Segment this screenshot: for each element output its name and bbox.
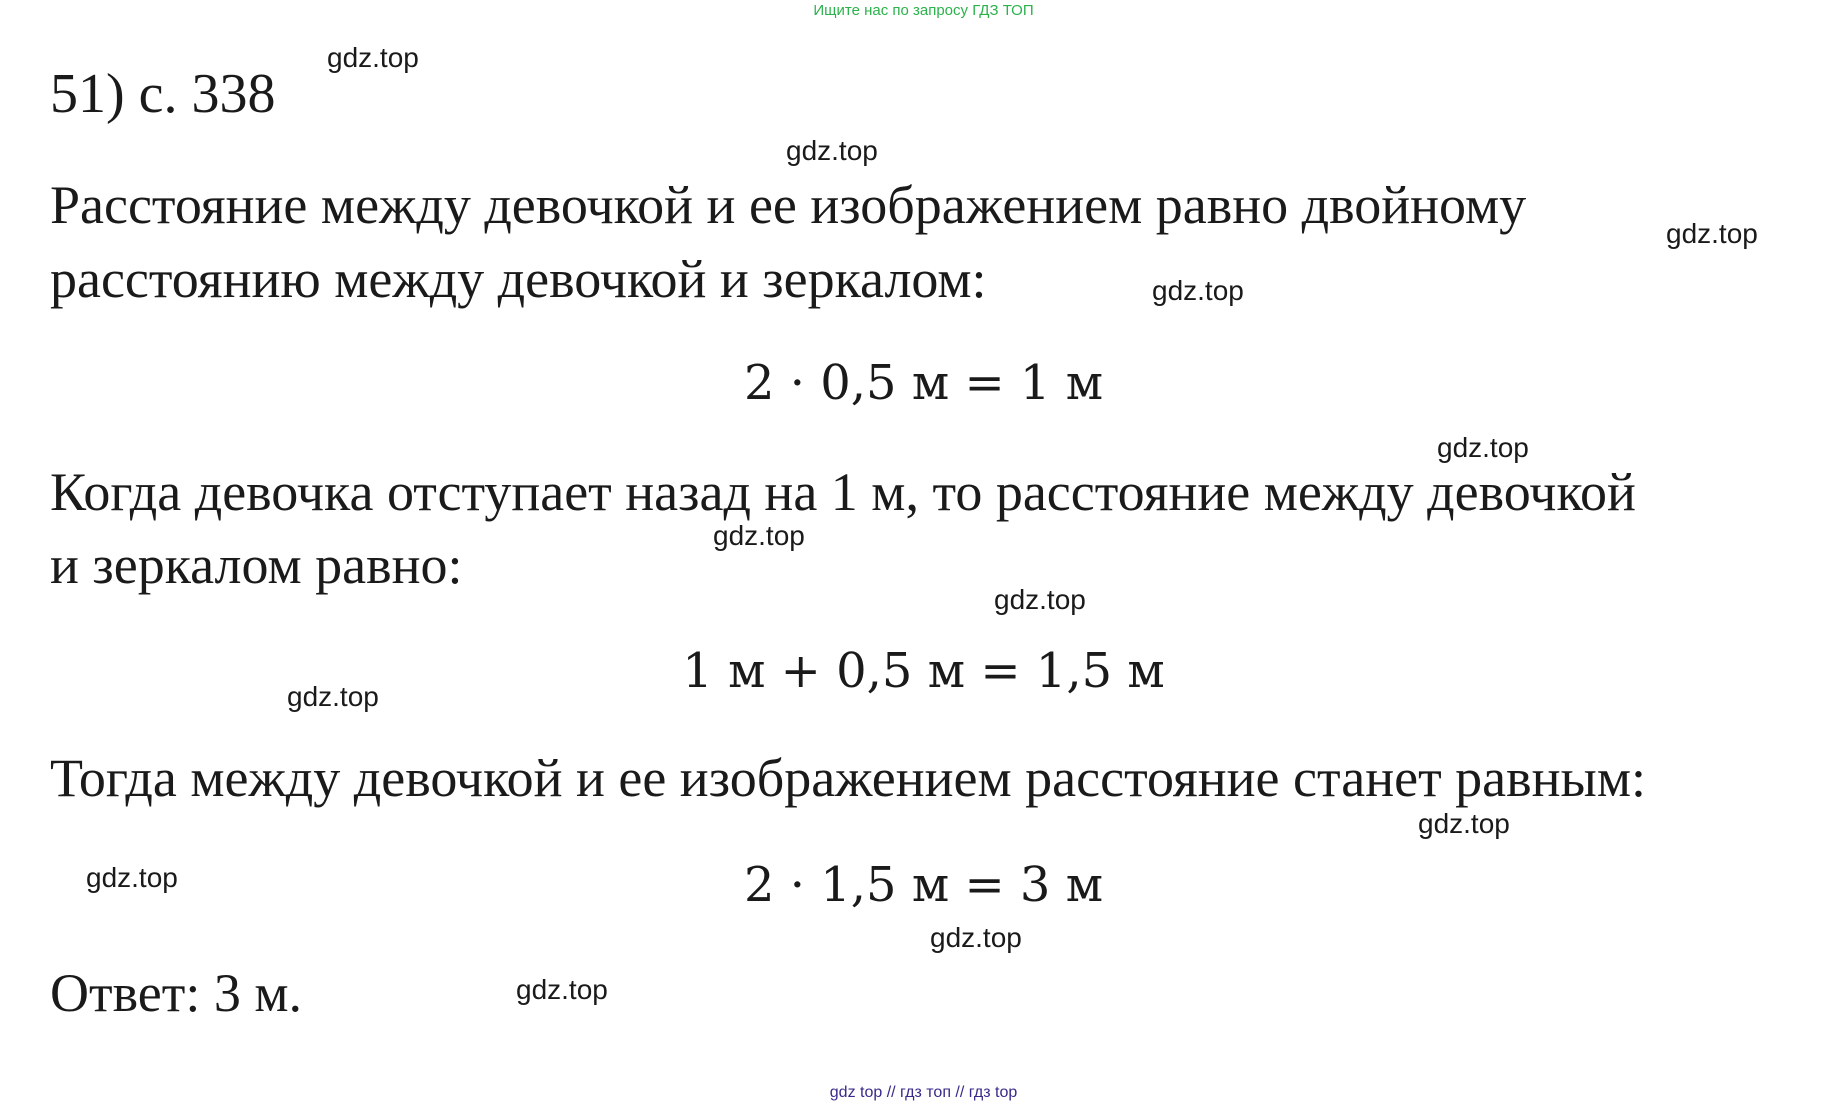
- watermark: gdz.top: [516, 974, 608, 1005]
- paragraph-line-1: Расстояние между девочкой и ее изображением равно двойному: [50, 175, 1527, 235]
- watermark: gdz.top: [1418, 808, 1510, 839]
- watermark: gdz.top: [1152, 275, 1244, 306]
- watermark: gdz.top: [1437, 432, 1529, 463]
- paragraph-line-3: Когда девочка отступает назад на 1 м, то расстояние между девочкой: [50, 462, 1636, 522]
- watermark: gdz.top: [786, 135, 878, 166]
- watermark: gdz.top: [1666, 218, 1758, 249]
- task-number-heading: 51) с. 338: [50, 63, 276, 125]
- formula-3: 2 · 1,5 м = 3 м: [743, 857, 1104, 913]
- formula-2: 1 м + 0,5 м = 1,5 м: [682, 643, 1165, 699]
- paragraph-line-5: Тогда между девочкой и ее изображением расстояние станет равным:: [50, 748, 1647, 808]
- watermark: gdz.top: [327, 42, 419, 73]
- watermark: gdz.top: [86, 862, 178, 893]
- answer-line: Ответ: 3 м.: [50, 963, 303, 1023]
- paragraph-line-4: и зеркалом равно:: [50, 535, 463, 595]
- watermark: gdz.top: [287, 681, 379, 712]
- watermark: gdz.top: [713, 520, 805, 551]
- top-banner[interactable]: Ищите нас по запросу ГДЗ ТОП: [813, 2, 1034, 19]
- watermark: gdz.top: [994, 584, 1086, 615]
- footer-links[interactable]: gdz top // гдз топ // гдз top: [829, 1084, 1018, 1101]
- watermark: gdz.top: [930, 922, 1022, 953]
- formula-1: 2 · 0,5 м = 1 м: [743, 355, 1104, 411]
- paragraph-line-2: расстоянию между девочкой и зеркалом:: [50, 249, 987, 309]
